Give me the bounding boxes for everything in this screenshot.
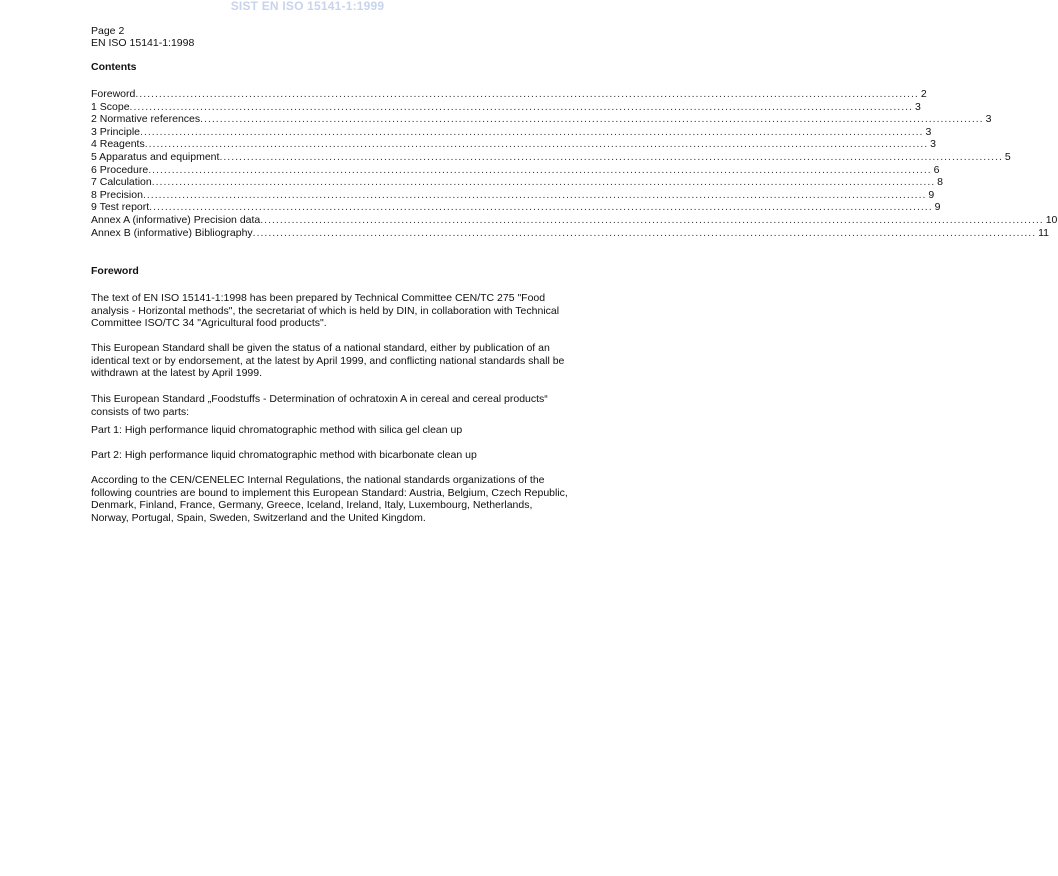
toc-entry-label: 3 Principle — [91, 125, 141, 138]
toc-entry-label: 4 Reagents — [91, 138, 145, 151]
toc-leader-dots: ........................................................................................................................................................................................................ — [200, 113, 984, 126]
foreword-paragraph-6: According to the CEN/CENELEC Internal Regulations, the national standards organizations of the following countries are bound to implement this European Standard: Austria, Belgium, Czech Republic, Denmark, Finland, France, Germany, Greece, Iceland, Ireland, Italy, Luxembourg, Netherlands, Norway, Portugal, Spain, Sweden, Switzerland and the United Kingdom. — [91, 474, 568, 524]
foreword-heading: Foreword — [91, 265, 139, 277]
toc-entry-label: 9 Test report — [91, 201, 150, 214]
toc-entry-page: 9 — [934, 201, 941, 214]
toc-entry — [91, 150, 1011, 164]
page-header — [91, 25, 194, 49]
foreword-paragraph-3: This European Standard „Foodstuffs - Determination of ochratoxin A in cereal and cereal products“ consists of two parts: — [91, 393, 548, 418]
watermark: SIST EN ISO 15141-1:1999 — [230, 0, 385, 13]
toc-entry-label: 7 Calculation — [91, 176, 152, 189]
foreword-paragraph-1: The text of EN ISO 15141-1:1998 has been prepared by Technical Committee CEN/TC 275 "Food analysis - Horizontal methods", the secretariat of which is held by DIN, in collaboration with Technical Committee ISO/TC 34 "Agricultural food products". — [91, 292, 560, 330]
toc-leader-dots: ........................................................................................................................................................................................................ — [219, 150, 1003, 163]
toc-entry — [91, 88, 927, 101]
toc-entry-page: 6 — [933, 163, 940, 176]
toc-leader-dots: ........................................................................................................................................................................................................ — [260, 213, 1044, 226]
toc-entry-page: 3 — [985, 113, 992, 126]
page-number: Page 2 — [91, 25, 125, 37]
toc-leader-dots: ........................................................................................................................................................................................................ — [148, 163, 932, 176]
toc-entry — [91, 100, 921, 114]
toc-entry-page: 3 — [930, 138, 937, 151]
standard-id: EN ISO 15141-1:1998 — [91, 37, 195, 49]
toc-entry-label: Annex B (informative) Bibliography — [91, 226, 253, 239]
toc-leader-dots: ........................................................................................................................................................................................................ — [129, 100, 913, 113]
toc-entry-page: 5 — [1004, 150, 1011, 163]
toc-entry-page: 3 — [925, 125, 932, 138]
foreword-paragraph-4: Part 1: High performance liquid chromatographic method with silica gel clean up — [91, 424, 463, 436]
toc-entry-label: 2 Normative references — [91, 113, 201, 126]
toc-entry — [91, 188, 935, 202]
toc-leader-dots: ........................................................................................................................................................................................................ — [135, 88, 919, 100]
toc-entry-label: Annex A (informative) Precision data — [91, 213, 261, 226]
toc-entry — [91, 163, 940, 177]
toc-entry-label: 1 Scope — [91, 100, 130, 113]
toc-leader-dots: ........................................................................................................................................................................................................ — [252, 226, 1037, 239]
toc-entry — [91, 113, 992, 126]
toc-entry — [91, 201, 941, 214]
foreword-paragraph-5: Part 2: High performance liquid chromatographic method with bicarbonate clean up — [91, 449, 477, 461]
toc-entry-page: 11 — [1038, 226, 1050, 239]
toc-entry-label: 5 Apparatus and equipment — [91, 150, 220, 163]
contents-heading: Contents — [91, 61, 137, 73]
toc-entry-label: 6 Procedure — [91, 163, 149, 176]
toc-leader-dots: ........................................................................................................................................................................................................ — [140, 125, 924, 138]
table-of-contents — [91, 88, 1058, 239]
toc-entry — [91, 213, 1058, 227]
foreword-paragraph-2: This European Standard shall be given the status of a national standard, either by publication of an identical text or by endorsement, at the latest by April 1999, and conflicting national standards shall be withdrawn at the latest by April 1999. — [91, 342, 565, 380]
toc-entry-page: 8 — [937, 176, 943, 189]
toc-entry-page: 2 — [920, 88, 927, 100]
toc-entry-label: Foreword — [91, 88, 136, 100]
toc-entry — [91, 125, 932, 139]
toc-entry — [91, 176, 943, 189]
toc-leader-dots: ........................................................................................................................................................................................................ — [144, 138, 929, 151]
toc-leader-dots: ........................................................................................................................................................................................................ — [142, 188, 927, 201]
toc-entry-page: 3 — [914, 100, 921, 113]
toc-entry-page: 9 — [928, 188, 935, 201]
toc-leader-dots: ........................................................................................................................................................................................................ — [151, 176, 936, 189]
toc-entry — [91, 138, 937, 151]
toc-entry-label: 8 Precision — [91, 188, 143, 201]
toc-leader-dots: ........................................................................................................................................................................................................ — [149, 201, 933, 214]
toc-entry-page: 10 — [1045, 213, 1058, 226]
toc-entry — [91, 226, 1050, 240]
